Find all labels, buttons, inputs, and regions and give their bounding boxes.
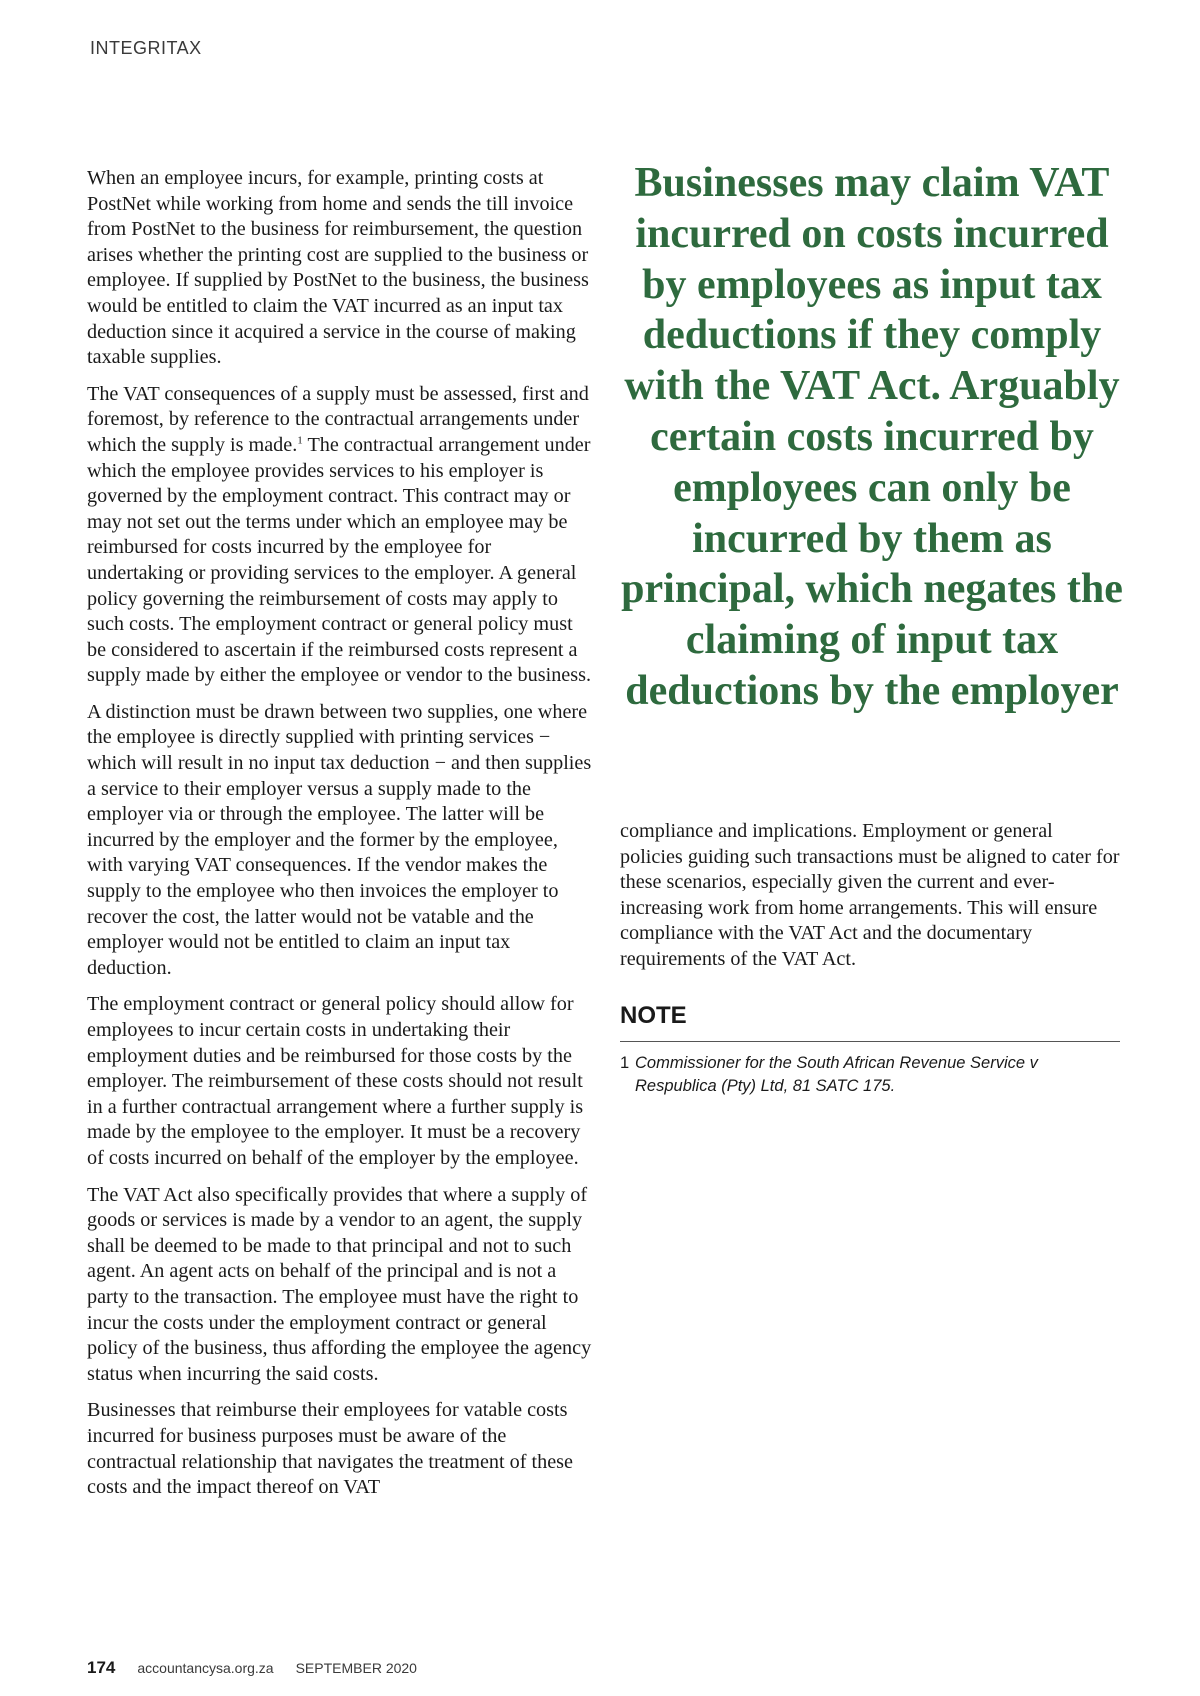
issue-date: SEPTEMBER 2020 [295, 1660, 417, 1676]
website-link[interactable]: accountancysa.org.za [137, 1660, 274, 1676]
body-paragraph-1: When an employee incurs, for example, printing costs at PostNet while working from home and sends the till invoice from PostNet to the business for reimbursement, the question arises whether the printing cost are supplied to the business or employee. If supplied by PostNet to the business, the business would be entitled to claim the VAT incurred as an input tax deduction since it acquired a service in the course of making taxable supplies. [87, 167, 589, 369]
footnote-reference[interactable]: 1 [297, 434, 303, 447]
body-paragraph-6: Businesses that reimburse their employees for vatable costs incurred for business purposes must be aware of the contractual relationship that navigates the treatment of these costs and the impact thereof on VAT [87, 1399, 573, 1499]
pull-quote: Businesses may claim VAT incurred on costs incurred by employees as input tax deductions if they comply with the VAT Act. Arguably certain costs incurred by employees can only be incurred by them as principal, which negates the claiming of input tax deductions by the employer [621, 160, 1123, 714]
footnote-number: 1 [620, 1054, 630, 1072]
footnote-item [620, 1052, 1120, 1098]
right-column [620, 819, 1120, 973]
page-number: 174 [87, 1658, 116, 1677]
body-paragraph-3: A distinction must be drawn between two supplies, one where the employee is directly supplied with printing services − which will result in no input tax deduction − and then supplies a service to their employer versus a supply made to the employer via or through the employee. The latter will be incurred by the employer and the former by the employee, with varying VAT consequences. If the vendor makes the supply to the employee who then invoices the employer to recover the cost, the latter would not be vatable and the employer would not be entitled to claim an input tax deduction. [87, 700, 592, 979]
publication-header: INTEGRITAX [90, 38, 202, 58]
body-paragraph-continuation: compliance and implications. Employment or general policies guiding such transactions must be aligned to cater for these scenarios, especially given the current and ever-increasing work from home arrangements. This will ensure compliance with the VAT Act and the documentary requirements of the VAT Act. [620, 820, 1120, 970]
body-paragraph-5: The VAT Act also specifically provides that where a supply of goods or services is made by a vendor to an agent, the supply shall be deemed to be made to that principal and not to such agent. An agent acts on behalf of the principal and is not a party to the transaction. The employee must have the right to incur the costs under the employment contract or general policy of the business, thus affording the employee the agency status when incurring the said costs. [87, 1183, 592, 1385]
para2-text-start: The VAT consequences of a supply must be assessed, first and foremost, by reference to the contractual arrangements under which the supply is made. [87, 382, 589, 456]
notes-heading: NOTE [620, 1002, 687, 1029]
notes-divider [620, 1041, 1120, 1042]
footnote-text: Commissioner for the South African Revenue Service v Respublica (Pty) Ltd, 81 SATC 175. [635, 1054, 1038, 1095]
page-footer [87, 1658, 417, 1678]
body-paragraph-2 [87, 382, 592, 689]
left-column [87, 166, 592, 1512]
body-paragraph-4: The employment contract or general policy should allow for employees to incur certain costs in undertaking their employment duties and be reimbursed for those costs by the employer. The reimbursement of these costs should not result in a further contractual arrangement where a further supply is made by the employee to the employer. It must be a recovery of costs incurred on behalf of the employer by the employee. [87, 993, 584, 1169]
para2-text-end: The contractual arrangement under which the employee provides services to his employer is governed by the employment contract. This contract may or may not set out the terms under which an employee may be reimbursed for costs incurred by the employee for undertaking or providing services to the employer. A general policy governing the reimbursement of costs may apply to such costs. The employment contract or general policy must be considered to ascertain if the reimbursed costs represent a supply made by either the employee or vendor to the business. [87, 433, 592, 687]
